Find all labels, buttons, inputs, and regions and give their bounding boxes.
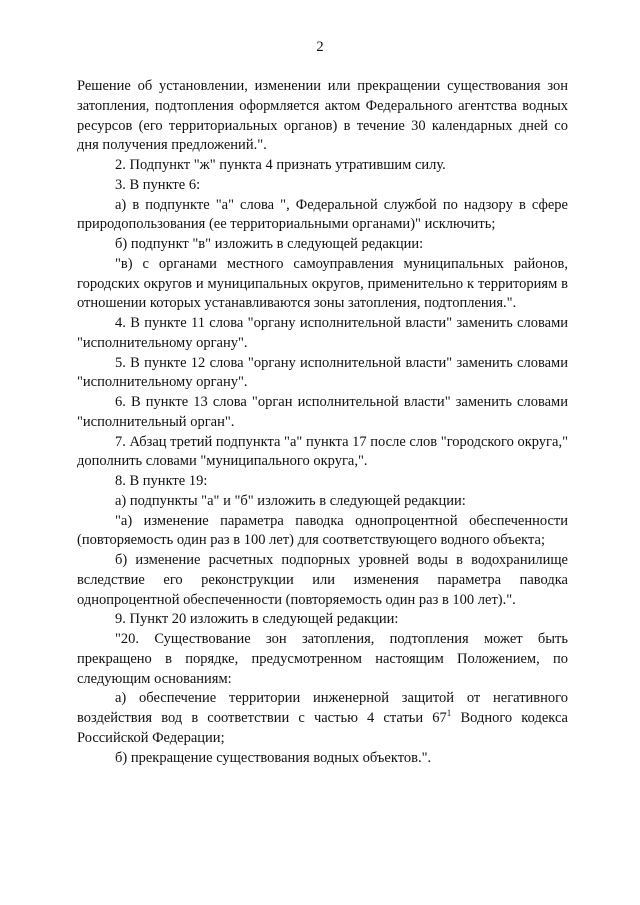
paragraph-item-9-quote-a [77,689,568,748]
paragraph-item-8a: а) подпункты "а" и "б" изложить в следующей редакции: [115,492,466,509]
paragraph-item-8: 8. В пункте 19: [115,473,208,489]
paragraph-item-3: 3. В пункте 6: [115,176,201,193]
paragraph-item-9-quote-20: "20. Существование зон затопления, подтопления может быть прекращено в порядке, предусмотренном настоящим Положением, по следующим основаниям: [77,631,568,687]
paragraph-item-7: 7. Абзац третий подпункта "а" пункта 17 после слов "городского округа," дополнить словами "муниципального округа,". [77,433,568,470]
article-superscript: 1 [446,708,452,718]
paragraph-item-9: 9. Пункт 20 изложить в следующей редакции: [115,611,399,628]
paragraph-text-after-superscript: Водного кодекса Российской Федерации; [77,710,568,746]
paragraph-item-8a-quote-b: б) изменение расчетных подпорных уровней воды в водохранилище вследствие его реконструкции или изменения параметра паводка однопроцентной обеспеченности (повторяемость один раз в 100 лет).". [77,552,568,608]
paragraph-item-9-quote-b: б) прекращение существования водных объектов.". [115,749,432,766]
paragraph-item-6: 6. В пункте 13 слова "орган исполнительной власти" заменить словами "исполнительный орган". [77,394,568,430]
page-number: 2 [316,39,324,55]
paragraph-item-3b-quote: "в) с органами местного самоуправления муниципальных районов, городских округов и муниципальных округов, применительно к территориям в отношении которых устанавливаются зоны затопления, подтопления.". [77,255,568,312]
paragraph-item-3b: б) подпункт "в" изложить в следующей редакции: [115,236,424,252]
paragraph-item-8a-quote-a: "а) изменение параметра паводка однопроцентной обеспеченности (повторяемость один раз в 100 лет) для соответствующего водного объекта; [77,512,568,549]
paragraph-decision-formalization: Решение об установлении, изменении или прекращении существования зон затопления, подтопления оформляется актом Федерального агентства водных ресурсов (его территориальных органов) в течение 30 календарных дней со дня получения предложений.". [77,78,568,154]
paragraph-item-2: 2. Подпункт "ж" пункта 4 признать утратившим силу. [115,157,446,173]
paragraph-item-5: 5. В пункте 12 слова "органу исполнительной власти" заменить словами "исполнительному органу". [77,354,568,391]
paragraph-text-before-superscript: а) обеспечение территории инженерной защитой от негативного воздействия вод в соответствии с частью 4 статьи 67 [77,690,568,726]
document-body [77,77,568,768]
paragraph-item-4: 4. В пункте 11 слова "органу исполнительной власти" заменить словами "исполнительному органу". [77,315,568,351]
paragraph-item-3a: а) в подпункте "а" слова ", Федеральной службой по надзору в сфере природопользования (ее территориальными органами)" исключить; [77,196,568,233]
